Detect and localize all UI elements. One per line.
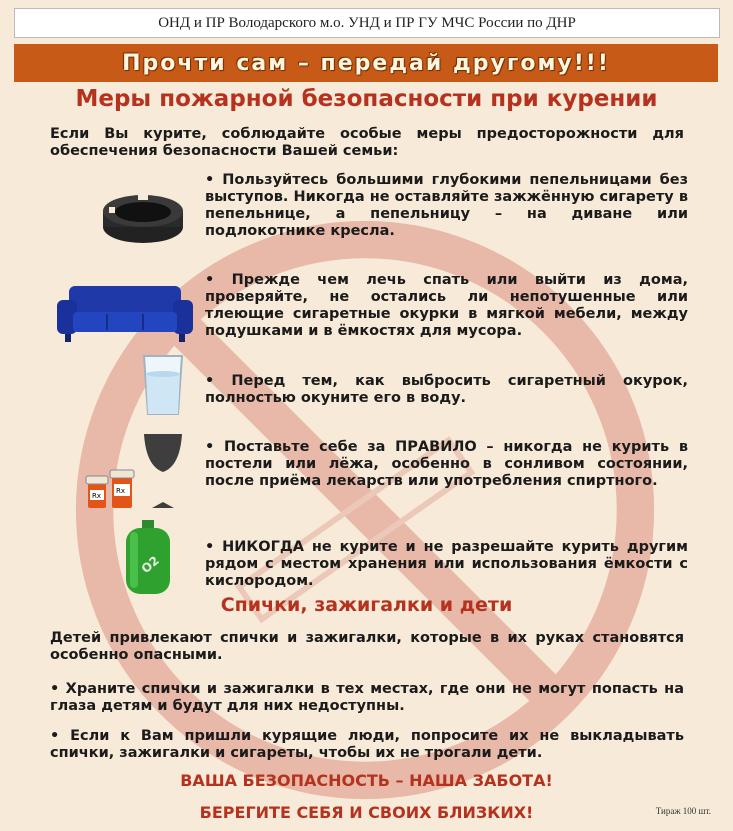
- header-organization: [14, 8, 720, 38]
- sofa-icon: [55, 282, 195, 344]
- footer-slogan: ВАША БЕЗОПАСНОСТЬ – НАША ЗАБОТА!: [180, 771, 553, 790]
- oxygen-tank-icon: [120, 518, 176, 596]
- water-glass-icon: [140, 352, 186, 418]
- organization-text: ОНД и ПР Володарского м.о. УНД и ПР ГУ МЧС России по ДНР: [158, 14, 576, 31]
- ashtray-icon: [100, 185, 186, 247]
- children-tip-storage: • Храните спички и зажигалки в тех местах, где они не могут попасть на глаза детям и будут для них недоступны.: [50, 681, 684, 714]
- tip-water: • Перед тем, как выбросить сигаретный окурок, полностью окуните его в воду.: [205, 373, 688, 406]
- footer-slogan-2: БЕРЕГИТЕ СЕБЯ И СВОИХ БЛИЗКИХ!: [199, 803, 534, 822]
- tip-ashtray: • Пользуйтесь большими глубокими пепельницами без выступов. Никогда не оставляйте зажжённую сигарету в пепельнице, а пепельницу – на диване или подлокотнике кресла.: [205, 172, 688, 239]
- tip-oxygen: • НИКОГДА не курите и не разрешайте курить другим рядом с местом хранения или использования ёмкости с кислородом.: [205, 539, 688, 589]
- svg-text:Rx: Rx: [92, 492, 102, 500]
- section-title-matches: Спички, зажигалки и дети: [220, 594, 513, 616]
- print-run: Тираж 100 шт.: [655, 806, 711, 816]
- intro-text: Если Вы курите, соблюдайте особые меры предосторожности для обеспечения безопасности Вашей семьи:: [50, 126, 684, 159]
- wine-and-pills-icon: [82, 432, 188, 512]
- tip-bed: • Поставьте себе за ПРАВИЛО – никогда не курить в постели или лёжа, особенно в сонливом состоянии, после приёма лекарств или употребления спиртного.: [205, 439, 688, 489]
- tip-sofa: • Прежде чем лечь спать или выйти из дома, проверяйте, не остались ли непотушенные или тлеющие сигаретные окурки в мягкой мебели, между подушками и в ёмкостях для мусора.: [205, 272, 688, 339]
- svg-text:O2: O2: [138, 553, 162, 577]
- banner-text: Прочти сам – передай другому!!!: [122, 50, 610, 76]
- children-tip-guests: • Если к Вам пришли курящие люди, попросите их не выкладывать спички, зажигалки и сигареты, чтобы их не трогали дети.: [50, 728, 684, 761]
- svg-text:Rx: Rx: [116, 487, 126, 495]
- page-title: Меры пожарной безопасности при курении: [75, 86, 658, 112]
- children-intro: Детей привлекают спички и зажигалки, которые в их руках становятся особенно опасными.: [50, 630, 684, 663]
- read-share-banner: [14, 44, 718, 82]
